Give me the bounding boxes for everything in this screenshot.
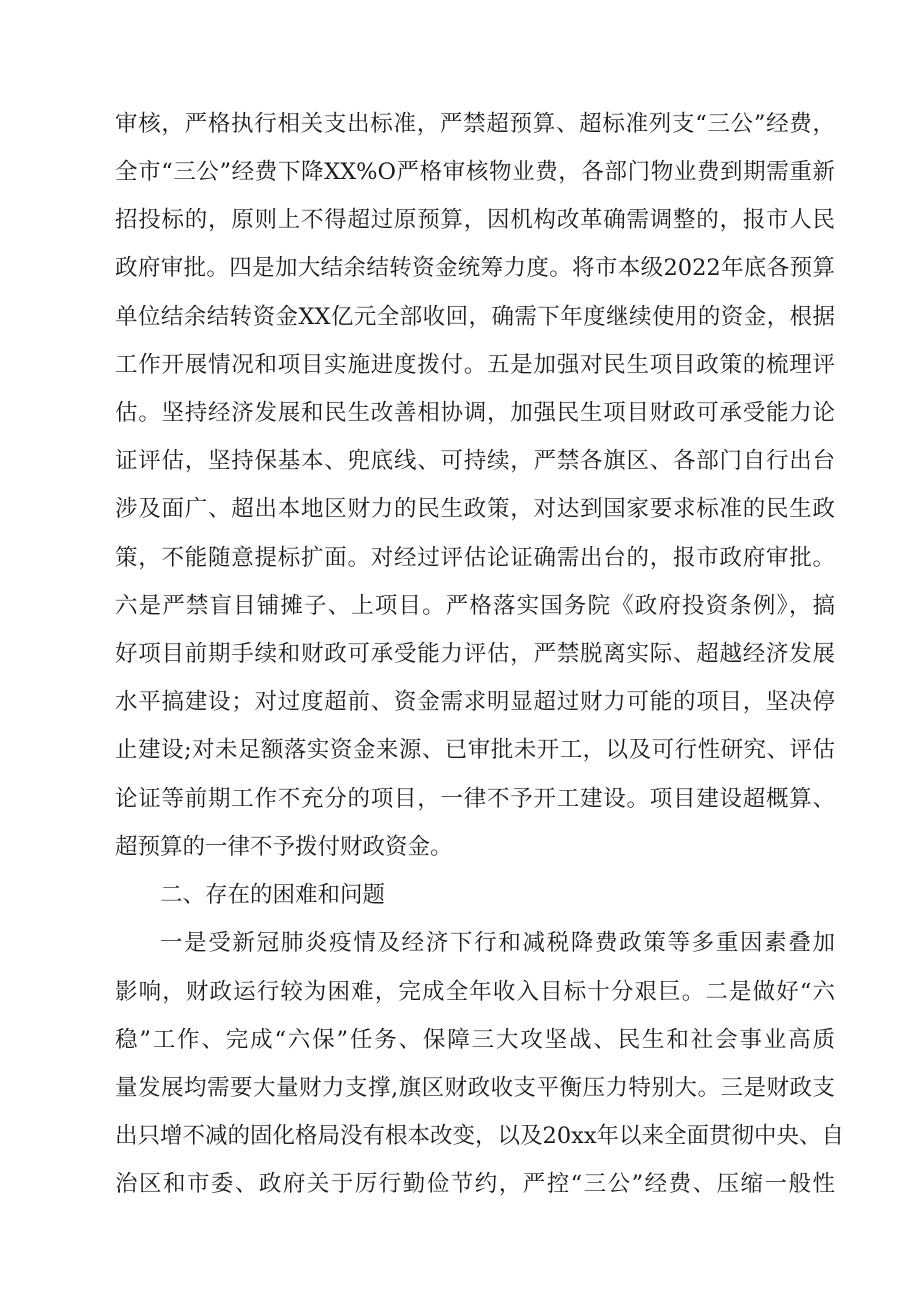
paragraph-1-line-11: 六是严禁盲目铺摊子、上项目。严格落实国务院《政府投资条例》，搞 [115,593,835,619]
paragraph-2-line-1: 一是受新冠肺炎疫情及经济下行和减税降费政策等多重因素叠加 [160,930,835,956]
paragraph-1-line-5: 单位结余结转资金XX亿元全部收回，确需下年度继续使用的资金，根据 [115,304,835,330]
paragraph-1-line-3: 招投标的，原则上不得超过原预算，因机构改革确需调整的，报市人民 [115,207,835,233]
paragraph-1-line-10: 策，不能随意提标扩面。对经过评估论证确需出台的，报市政府审批。 [115,545,835,571]
paragraph-1-line-16: 超预算的一律不予拨付财政资金。 [115,834,453,860]
paragraph-1-line-7: 估。坚持经济发展和民生改善相协调，加强民生项目财政可承受能力论 [115,400,835,426]
paragraph-1-line-14: 止建设;对未足额落实资金来源、已审批未开工，以及可行性研究、评估 [115,737,835,763]
paragraph-1-line-1: 审核，严格执行相关支出标准，严禁超预算、超标准列支“三公”经费， [115,111,835,137]
paragraph-1-line-12: 好项目前期手续和财政可承受能力评估，严禁脱离实际、超越经济发展 [115,641,835,667]
paragraph-2-line-3: 稳”工作、完成“六保”任务、保障三大攻坚战、民生和社会事业高质 [115,1027,835,1053]
paragraph-1-line-15: 论证等前期工作不充分的项目，一律不予开工建设。项目建设超概算、 [115,786,835,812]
paragraph-1-line-8: 证评估，坚持保基本、兜底线、可持续，严禁各旗区、各部门自行出台 [115,448,835,474]
paragraph-1-line-13: 水平搞建设；对过度超前、资金需求明显超过财力可能的项目，坚决停 [115,689,835,715]
paragraph-1-line-6: 工作开展情况和项目实施进度拨付。五是加强对民生项目政策的梳理评 [115,352,835,378]
paragraph-2-line-5: 出只增不减的固化格局没有根本改变，以及20xx年以来全面贯彻中央、自 [115,1123,845,1149]
paragraph-1-line-9: 涉及面广、超出本地区财力的民生政策，对达到国家要求标准的民生政 [115,496,835,522]
paragraph-1-line-2: 全市“三公”经费下降XX%O严格审核物业费，各部门物业费到期需重新 [115,159,835,185]
paragraph-2-line-6: 治区和市委、政府关于厉行勤俭节约，严控“三公”经费、压缩一般性 [115,1171,835,1197]
section-heading: 二、存在的困难和问题 [160,882,386,908]
paragraph-2-line-4: 量发展均需要大量财力支撑,旗区财政收支平衡压力特别大。三是财政支 [115,1075,835,1101]
paragraph-1-line-4: 政府审批。四是加大结余结转资金统筹力度。将市本级2022年底各预算 [115,255,835,281]
paragraph-2-line-2: 影响，财政运行较为困难，完成全年收入目标十分艰巨。二是做好“六 [115,979,835,1005]
